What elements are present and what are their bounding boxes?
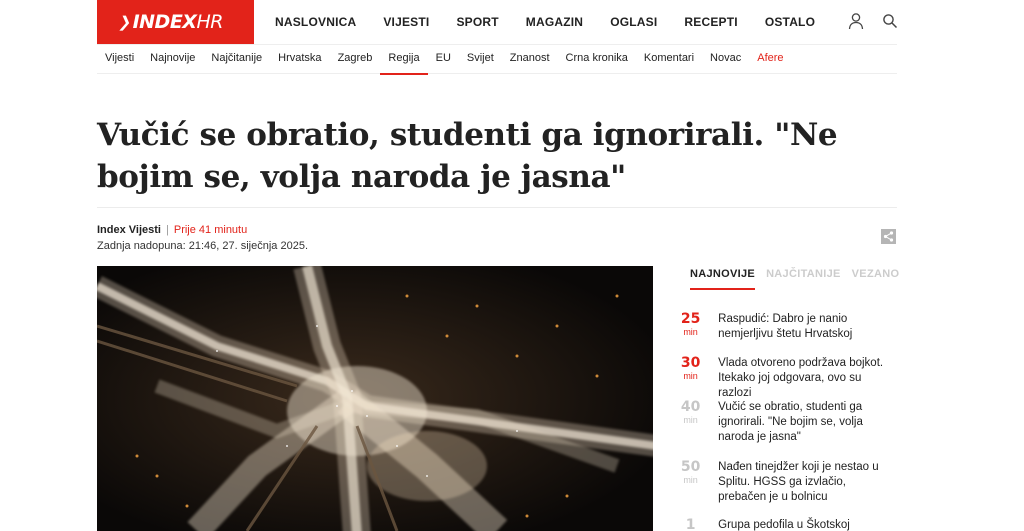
header-icons <box>848 12 916 30</box>
item-title[interactable]: Vlada otvoreno podržava bojkot. Itekako joj odgovara, ovo su razlozi <box>718 357 884 399</box>
title-divider <box>97 207 897 208</box>
subnav-najnovije[interactable]: Najnovije <box>150 52 196 64</box>
tab-vezano[interactable]: VEZANO <box>851 268 900 280</box>
subnav-regija[interactable]: Regija <box>380 44 427 74</box>
user-icon[interactable] <box>848 12 864 30</box>
item-time-unit: min <box>683 475 698 485</box>
subnav-crna-kronika[interactable]: Crna kronika <box>565 52 628 64</box>
item-title[interactable]: Nađen tinejdžer koji je nestao u Splitu. HGSS ga izvlačio, prebačen je u bolnicu <box>718 461 879 503</box>
item-time <box>680 400 701 445</box>
search-icon[interactable] <box>882 12 898 30</box>
item-time <box>680 518 701 531</box>
list-item[interactable] <box>680 312 896 342</box>
tab-najcitanije[interactable]: NAJČITANIJE <box>766 268 841 280</box>
index-logo[interactable] <box>97 0 254 44</box>
nav-magazin[interactable]: MAGAZIN <box>525 15 584 29</box>
top-bar <box>0 0 1024 44</box>
item-title[interactable]: Vučić se obratio, studenti ga ignorirali. "Ne bojim se, volja naroda je jasna" <box>718 401 863 443</box>
list-item[interactable] <box>680 460 896 505</box>
article-time-ago: Prije 41 minutu <box>173 224 248 236</box>
article-updated: Zadnja nadopuna: 21:46, 27. siječnja 2025. <box>97 240 308 252</box>
subnav-najcitanije[interactable]: Najčitanije <box>211 52 263 64</box>
item-time-unit: min <box>683 327 698 337</box>
item-title[interactable]: Grupa pedofila u Škotskoj <box>718 519 850 531</box>
item-time-unit: min <box>683 415 698 425</box>
sidebar-tabs <box>690 266 900 290</box>
subnav-komentari[interactable]: Komentari <box>643 52 695 64</box>
nav-sport[interactable]: SPORT <box>456 15 499 29</box>
tab-najnovije[interactable]: NAJNOVIJE <box>690 266 755 290</box>
subnav-znanost[interactable]: Znanost <box>509 52 550 64</box>
item-time <box>680 356 701 401</box>
nav-recepti[interactable]: RECEPTI <box>684 15 738 29</box>
subnav-eu[interactable]: EU <box>435 52 451 64</box>
article-title: Vučić se obratio, studenti ga ignorirali. "Ne bojim se, volja naroda je jasna" <box>97 117 838 195</box>
article-hero-image[interactable] <box>97 266 653 531</box>
nav-naslovnica[interactable]: NASLOVNICA <box>275 15 357 29</box>
list-item[interactable] <box>680 518 896 531</box>
item-time <box>680 460 701 505</box>
item-time-unit: min <box>683 371 698 381</box>
subnav-zagreb[interactable]: Zagreb <box>337 52 373 64</box>
subnav-afere[interactable]: Afere <box>757 52 784 64</box>
item-time-number: 25 <box>680 311 701 327</box>
item-time-number: 50 <box>680 459 701 475</box>
item-title[interactable]: Raspudić: Dabro je nanio nemjerljivu štetu Hrvatskoj <box>718 313 853 340</box>
sub-nav <box>97 44 897 74</box>
item-time-number: 1 <box>685 517 696 531</box>
subnav-novac[interactable]: Novac <box>710 52 742 64</box>
nav-vijesti[interactable]: VIJESTI <box>383 15 430 29</box>
share-icon[interactable] <box>881 229 896 244</box>
logo-mark-icon: ❯ <box>117 13 134 31</box>
subnav-vijesti[interactable]: Vijesti <box>105 52 135 64</box>
subnav-hrvatska[interactable]: Hrvatska <box>278 52 322 64</box>
item-time <box>680 312 701 342</box>
protest-aerial-photo <box>97 266 653 531</box>
subnav-svijet[interactable]: Svijet <box>466 52 494 64</box>
meta-separator: | <box>166 224 169 236</box>
logo-text-hr: HR <box>196 11 223 33</box>
article-meta <box>97 222 308 254</box>
item-time-number: 30 <box>680 355 701 371</box>
article-author[interactable]: Index Vijesti <box>97 224 161 236</box>
list-item[interactable] <box>680 400 896 445</box>
nav-oglasi[interactable]: OGLASI <box>610 15 658 29</box>
logo-text: INDEX <box>132 11 197 33</box>
nav-ostalo[interactable]: OSTALO <box>764 15 816 29</box>
list-item[interactable] <box>680 356 896 401</box>
item-time-number: 40 <box>680 399 701 415</box>
main-nav <box>275 0 842 44</box>
